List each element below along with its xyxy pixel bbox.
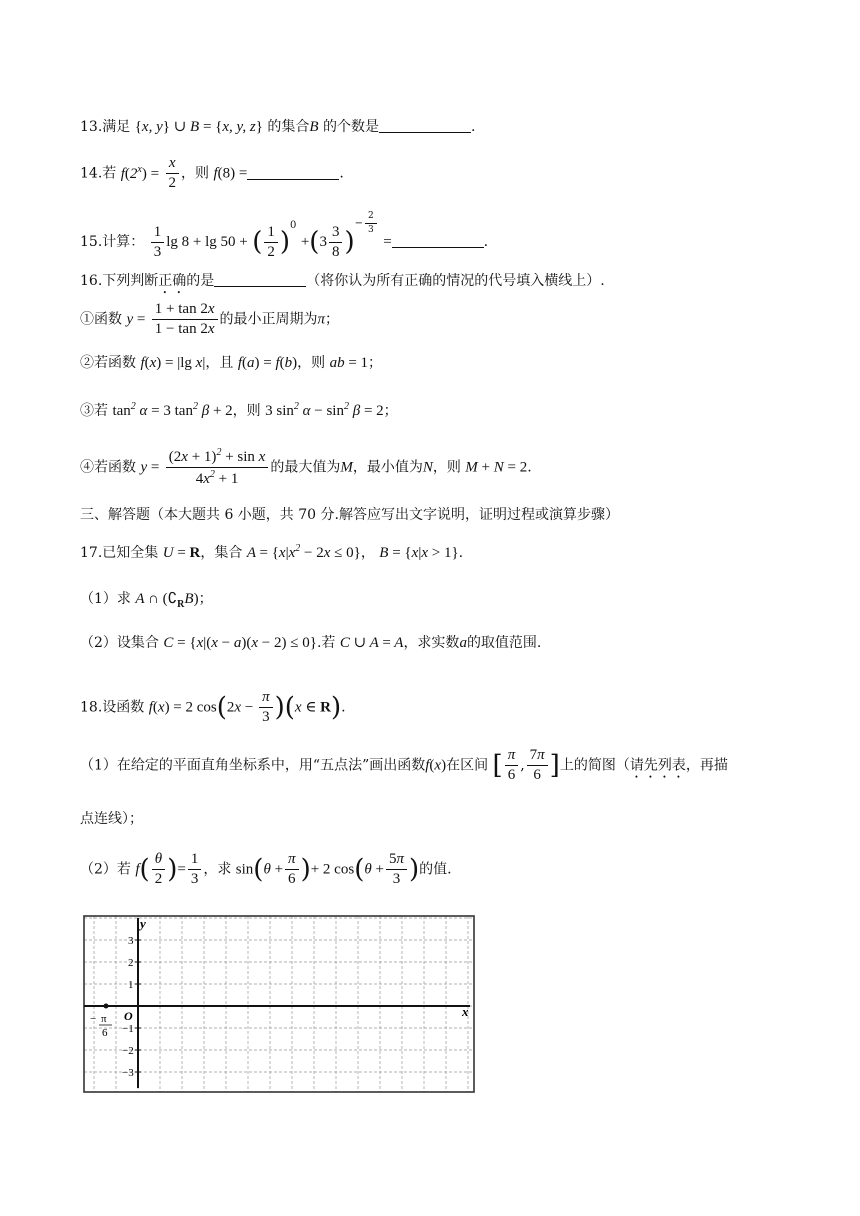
- coordinate-grid: [82, 912, 478, 1096]
- q18-p1-label: （1）在给定的平面直角坐标系中，用“五点法”画出函数: [80, 757, 426, 774]
- question-17: 17.已知全集 U = R，集合 $A = \{x|x^2 - 2x \le 0\}$， B = {x|x > 1}.: [80, 543, 464, 561]
- statement-1: ①函数 y = $\frac{1 + \tan 2x}{1 - \tan 2x}$ 的最小正周期为π；: [80, 301, 340, 337]
- q13-formula: {x, y} ∪ B = {x, y, z}: [134, 119, 263, 135]
- q17-p2-text-b: .若: [316, 635, 336, 651]
- q18-text-a: 设函数: [102, 699, 145, 716]
- q18-part-2: （2）若 f( $\frac{\theta}{2}$ )= $\frac{1}{3}$ ，求 sin(θ + $\frac{\pi}{6}$ )+ 2 cos(θ + $\frac{5\pi}{3}$ )的值.: [80, 851, 452, 887]
- q18-p1-text-d: ，再描: [685, 757, 728, 774]
- q17-p2-text-c: ，求实数: [403, 635, 460, 651]
- y-tick-label: 3: [128, 935, 134, 947]
- q18-part-1-continued: 点连线）；: [80, 811, 143, 827]
- statement-4: ④若函数 y = $\frac{(2x + 1)^2 + \sin x}{4x^2 + 1}$ 的最大值为M，最小值为N，则 M + N = 2.: [80, 447, 532, 487]
- y-axis-label: y: [140, 916, 146, 931]
- q18-p1-text-b: 在区间: [446, 757, 489, 774]
- y-tick-label: 1: [128, 979, 134, 991]
- q17-part-2: （2）设集合 C = {x|(x − a)(x − 2) ≤ 0}.若 C ∪ A = A，求实数a的取值范围.: [80, 635, 542, 651]
- q17-p1-label: （1）求: [80, 591, 131, 607]
- y-tick-label: −3: [122, 1067, 134, 1079]
- x-axis-marker: [104, 1004, 109, 1009]
- q14-fraction: $\frac{x}{2}$: [166, 156, 180, 191]
- q14-text-a: 若: [102, 165, 117, 182]
- s4-text-c: ，最小值为: [352, 459, 423, 476]
- statement-2: ②若函数 f(x) = |lg x|，且 f(a) = f(b)，则 ab = 1；: [80, 355, 383, 371]
- q16-text-a: 下列判断: [102, 273, 159, 289]
- x-mark-numerator: π: [101, 1013, 107, 1025]
- q16-text-b: 的是: [186, 273, 215, 289]
- s4-text-b: 的最大值为: [270, 459, 341, 476]
- grid-lines: [84, 916, 474, 1092]
- question-15: 15.计算： $\frac{1}{3}$ lg 8 + lg 50 + ( $\frac{1}{2}$ )$^0$ +(3 $\frac{3}{8}$ )$^{- \frac{2}{3}}$ = .: [80, 211, 489, 260]
- q17-p2-text-d: 的取值范围.: [466, 635, 542, 651]
- q18-p2-text-b: ，求: [203, 861, 232, 878]
- s1-fraction: $\frac{1 + \tan 2x}{1 - \tan 2x}$: [152, 302, 218, 337]
- question-18: 18.设函数 f(x) = 2 cos(2x − $\frac{\pi}{3}$ )(x ∈ R).: [80, 689, 346, 725]
- q18-number: 18.: [80, 699, 103, 716]
- q16-number: 16.: [80, 273, 103, 289]
- origin-label: O: [124, 1009, 133, 1023]
- answer-blank[interactable]: [214, 272, 306, 287]
- s4-text-d: ，则: [432, 459, 461, 476]
- question-14: 14.若 $f(2^x)$ = $\frac{x}{2}$ ，则 f(8) = .: [80, 155, 344, 191]
- q17-text-b: ，集合: [200, 545, 243, 561]
- s4-fraction: $\frac{(2x + 1)^2 + \sin x}{4x^2 + 1}$: [166, 448, 269, 487]
- q14-number: 14.: [80, 165, 103, 182]
- x-mark-denominator: 6: [102, 1027, 108, 1039]
- question-13: 13.满足 {x, y} ∪ B = {x, y, z} 的集合B 的个数是 .: [80, 119, 476, 135]
- q18-part-1: （1）在给定的平面直角坐标系中，用“五点法”画出函数f(x)在区间 [ $\frac{\pi}{6}$ , $\frac{7\pi}{6}$ ]上的简图（请先列表，再描: [80, 747, 728, 783]
- question-16: [80, 272, 605, 297]
- answer-blank[interactable]: [392, 233, 484, 248]
- y-tick-label: 2: [128, 957, 134, 969]
- s4-label: ④若函数: [80, 459, 136, 476]
- q13-text-a: 满足: [102, 119, 131, 135]
- x-axis-label: x: [462, 1004, 469, 1019]
- answer-blank[interactable]: [247, 165, 339, 180]
- s1-label: ①函数: [80, 311, 122, 328]
- answer-blank[interactable]: [379, 118, 471, 133]
- q15-number: 15.: [80, 234, 103, 250]
- q17-part-1: （1）求 A ∩ $(∁_RB)$；: [80, 591, 213, 610]
- s3-text-b: ，则: [232, 403, 261, 419]
- q17-p2-label: （2）设集合: [80, 635, 159, 651]
- q18-p1-text-c: 上的简图（: [559, 757, 630, 774]
- q16-emphasis: 正确: [158, 273, 187, 289]
- q18-p2-text-c: 的值.: [419, 861, 452, 878]
- s2-text-c: ，则: [297, 355, 326, 371]
- q15-fraction-third: $\frac{1}{3}$: [151, 225, 165, 260]
- s1-text-b: 的最小正周期为: [219, 311, 318, 328]
- q13-text-b: 的集合: [267, 119, 310, 135]
- q14-text-b: ，则: [181, 165, 210, 182]
- q13-number: 13.: [80, 119, 103, 135]
- x-mark-sign: −: [90, 1013, 97, 1025]
- q18-p1-emphasis: 请先列表: [629, 757, 686, 774]
- q15-text-a: 计算：: [102, 234, 145, 250]
- section-3-heading: 三、解答题（本大题共 6 小题，共 70 分.解答应写出文字说明，证明过程或演算步骤）: [80, 507, 619, 523]
- s2-text-b: ，且: [205, 355, 234, 371]
- y-tick-label: −1: [122, 1023, 134, 1035]
- s2-label: ②若函数: [80, 355, 136, 371]
- q17-text-a: 已知全集: [102, 545, 159, 561]
- q14-formula: $f(2^x)$ =: [120, 163, 160, 182]
- y-tick-label: −2: [122, 1045, 134, 1057]
- statement-3: ③若 $\tan^2 \alpha = 3$ $\tan^2 \beta + 2$，则 3 $\sin^2 \alpha - \sin^2 \beta = 2$；: [80, 401, 398, 419]
- s3-label: ③若: [80, 403, 108, 419]
- q18-p2-label: （2）若: [80, 861, 131, 878]
- q13-text-c: 的个数是: [322, 119, 379, 135]
- q17-number: 17.: [80, 545, 103, 561]
- q16-text-c: （将你认为所有正确的情况的代号填入横线上）.: [306, 273, 605, 289]
